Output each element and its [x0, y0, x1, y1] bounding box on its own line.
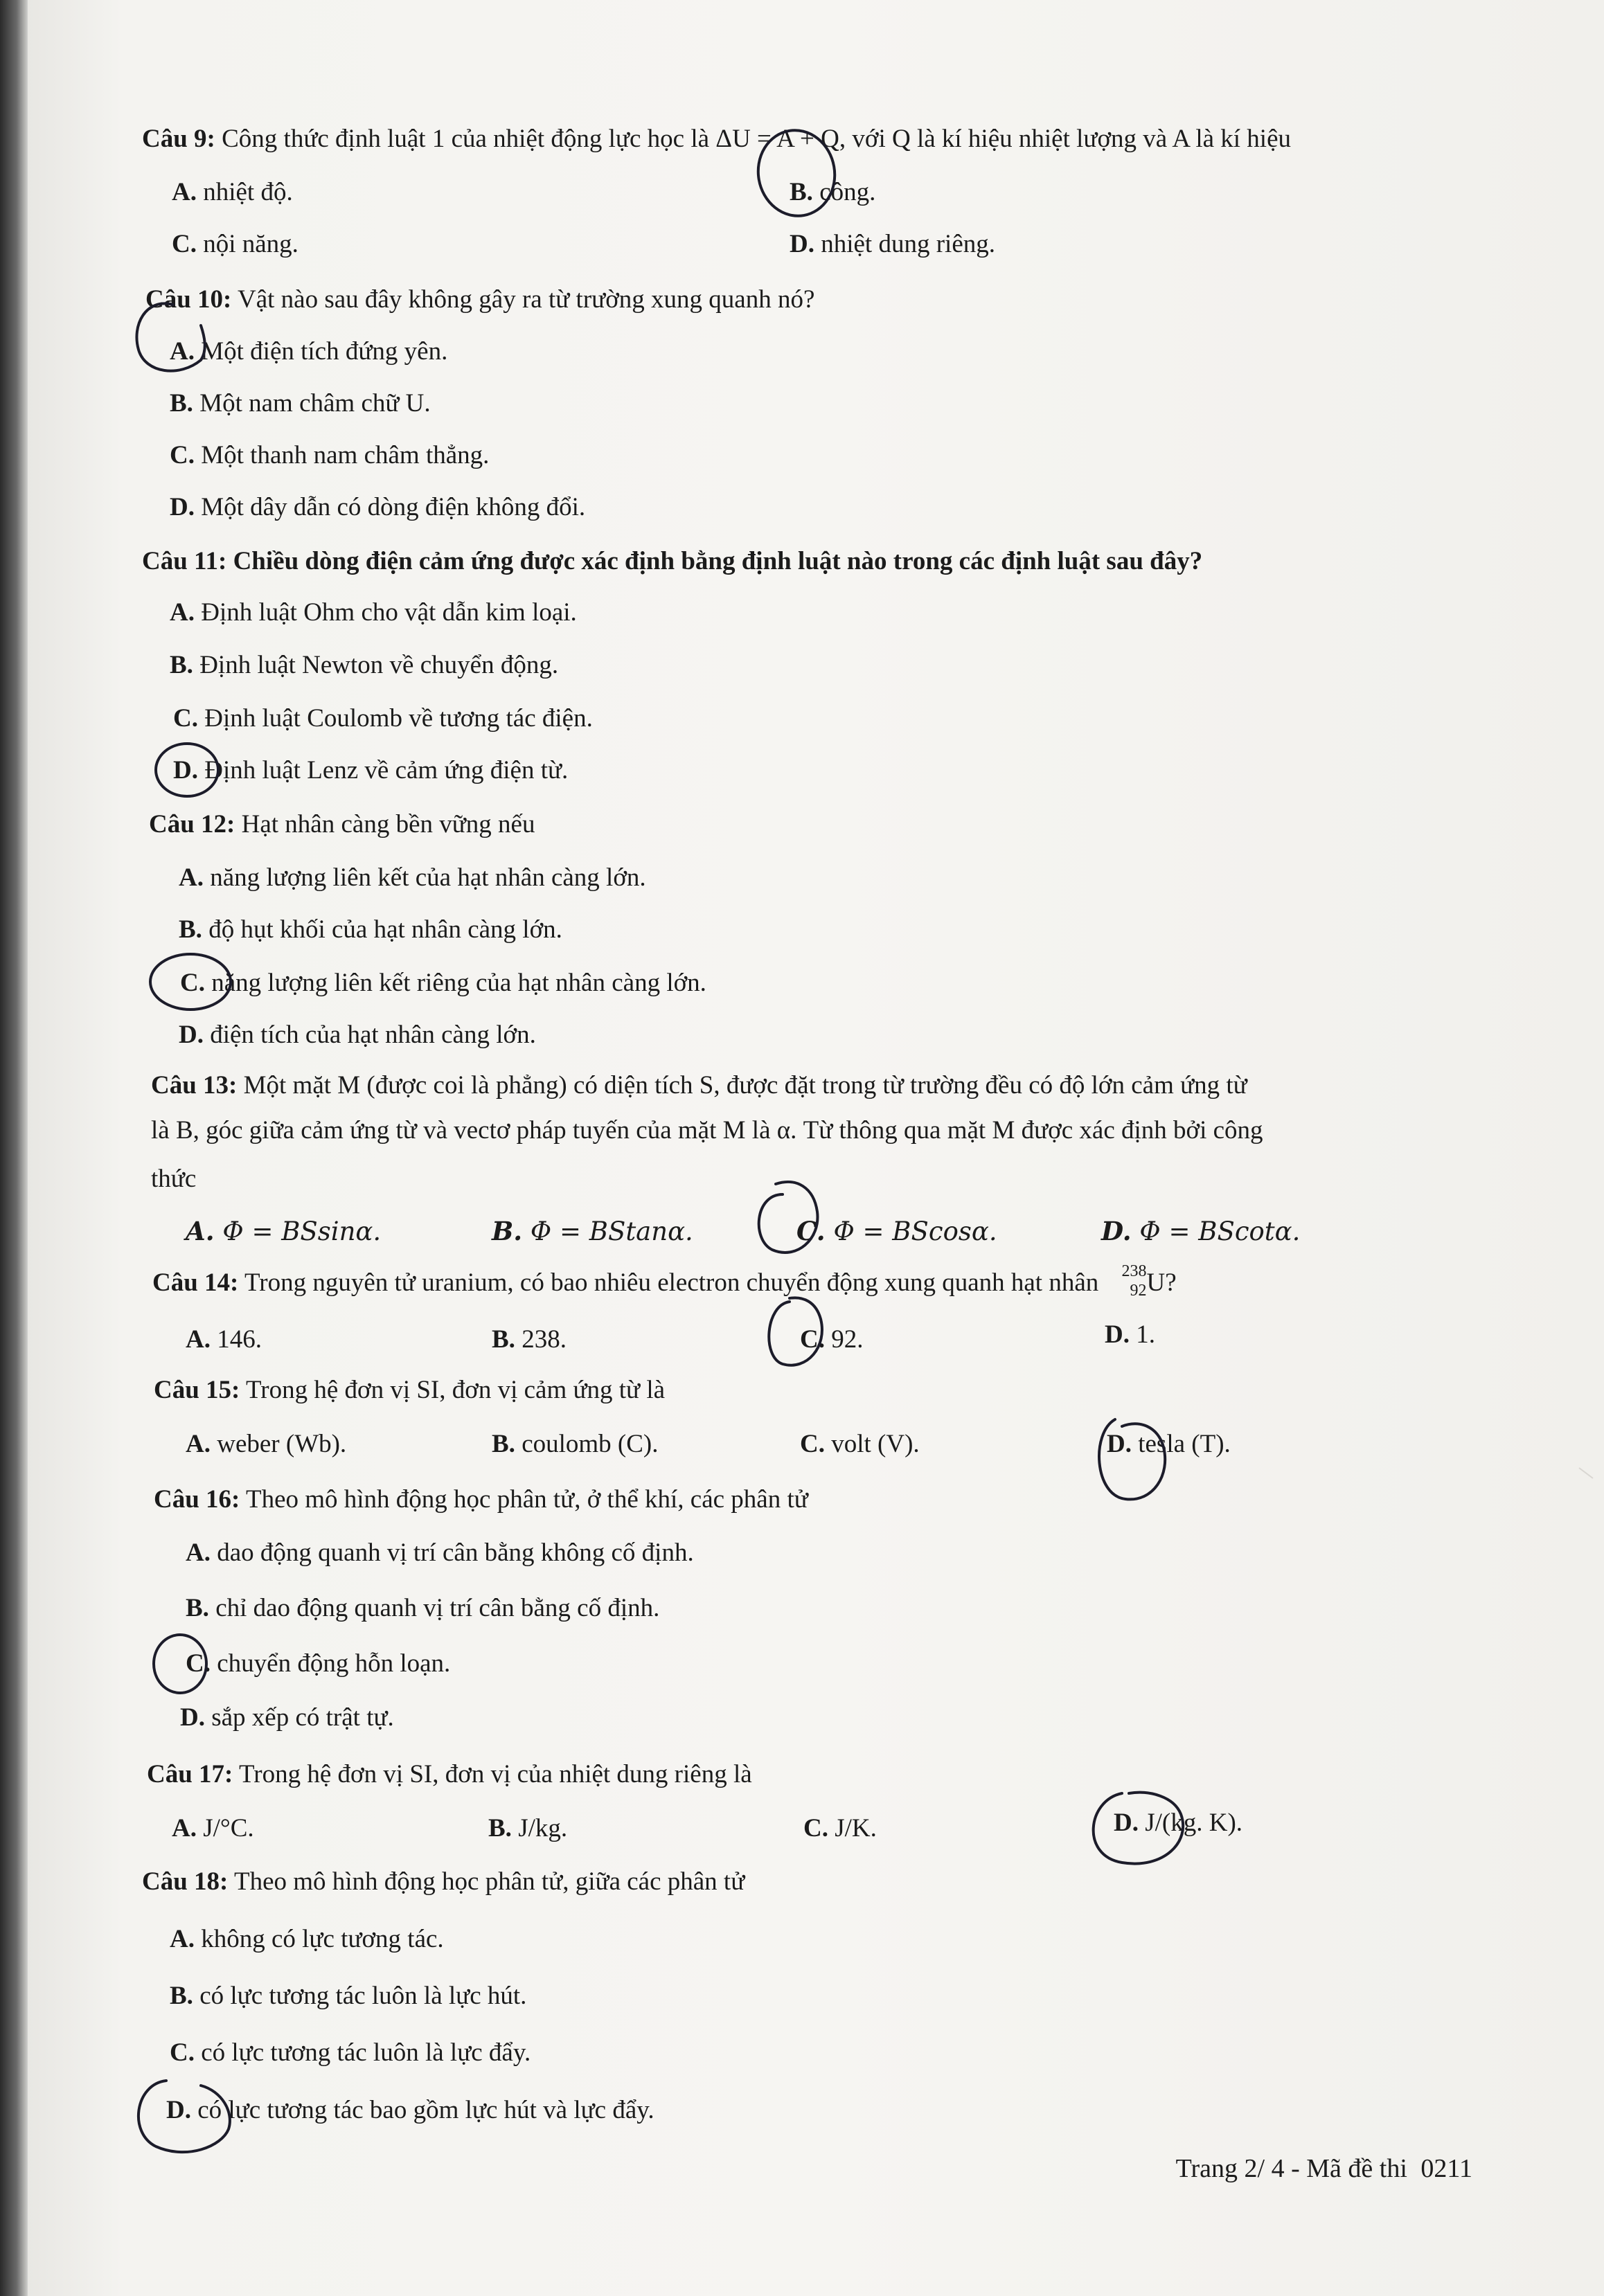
option-text: Định luật Newton về chuyển động.	[193, 651, 559, 679]
question-number: Câu 14:	[152, 1268, 239, 1297]
option-text: tesla (T).	[1131, 1430, 1231, 1458]
option-letter: D.	[790, 230, 814, 258]
page-footer	[1176, 2153, 1472, 2184]
question-14	[152, 1262, 1177, 1300]
question-12	[149, 809, 535, 841]
option-letter: A.	[186, 1430, 211, 1458]
option-text: không có lực tương tác.	[194, 1925, 444, 1953]
option-a[interactable]	[186, 1324, 262, 1356]
option-text: volt (V).	[824, 1430, 920, 1458]
option-a[interactable]	[172, 1813, 254, 1845]
option-c[interactable]	[796, 1215, 997, 1248]
question-15	[154, 1374, 665, 1406]
option-text: Một dây dẫn có dòng điện không đổi.	[194, 493, 586, 521]
question-number: Câu 17:	[147, 1760, 233, 1788]
option-letter: C.	[170, 2038, 195, 2067]
option-text: có lực tương tác luôn là lực hút.	[193, 1982, 527, 2010]
option-text: 1.	[1129, 1320, 1155, 1349]
option-b[interactable]	[170, 1980, 526, 2012]
option-text: nhiệt dung riêng.	[814, 230, 995, 258]
option-letter: C.	[803, 1814, 828, 1842]
option-letter: B.	[790, 178, 813, 206]
option-text: Định luật Ohm cho vật dẫn kim loại.	[194, 598, 577, 627]
option-letter: C.	[800, 1325, 825, 1354]
option-text: J/(kg. K).	[1138, 1809, 1243, 1837]
option-letter: D.	[1105, 1320, 1130, 1349]
option-text: nội năng.	[196, 230, 298, 258]
option-d[interactable]	[1105, 1319, 1155, 1351]
question-number: Câu 12:	[149, 810, 235, 838]
question-stem: Vật nào sau đây không gây ra từ trường xung quanh nó?	[237, 285, 815, 314]
question-stem: Hạt nhân càng bền vững nếu	[241, 810, 535, 838]
question-stem: Chiều dòng điện cảm ứng được xác định bằng định luật nào trong các định luật sau đây?	[233, 547, 1203, 575]
option-text: 238.	[515, 1325, 567, 1354]
option-a[interactable]	[179, 862, 646, 894]
option-text: 92.	[824, 1325, 864, 1354]
question-13-line2: là B, góc giữa cảm ứng từ và vectơ pháp tuyến của mặt M là α. Từ thông qua mặt M được xác định bởi công	[151, 1116, 1263, 1145]
option-text: J/kg.	[511, 1814, 568, 1842]
question-number: Câu 18:	[142, 1867, 229, 1896]
option-letter: D.	[180, 1703, 205, 1732]
option-letter: B.	[170, 1982, 193, 2010]
option-letter: A.	[172, 1814, 197, 1842]
question-stem-line1: Một mặt M (được coi là phẳng) có diện tích S, được đặt trong từ trường đều có độ lớn cảm ứng từ	[243, 1071, 1247, 1100]
option-c[interactable]	[186, 1648, 450, 1680]
option-letter: D.	[1101, 1216, 1132, 1246]
option-a[interactable]	[172, 177, 293, 208]
option-text: sắp xếp có trật tự.	[204, 1703, 394, 1732]
option-text: coulomb (C).	[515, 1430, 659, 1458]
option-text: Định luật Lenz về cảm ứng điện từ.	[197, 756, 569, 784]
option-b[interactable]	[492, 1324, 567, 1356]
question-number: Câu 10:	[145, 285, 232, 314]
option-d[interactable]	[790, 228, 995, 260]
option-text: chỉ dao động quanh vị trí cân bằng cố định.	[208, 1594, 660, 1622]
option-letter: B.	[488, 1814, 512, 1842]
option-text: J/K.	[828, 1814, 877, 1842]
question-stem: Trong hệ đơn vị SI, đơn vị cảm ứng từ là	[245, 1376, 666, 1404]
option-letter: C.	[172, 230, 197, 258]
option-letter: A.	[186, 1216, 215, 1246]
nuclide-symbol	[1105, 1262, 1147, 1300]
option-c[interactable]	[170, 2037, 531, 2069]
option-text: năng lượng liên kết riêng của hạt nhân càng lớn.	[204, 969, 706, 997]
option-text: công.	[812, 178, 876, 206]
nuclide-element: U?	[1146, 1268, 1177, 1297]
option-letter: A.	[179, 863, 204, 892]
nuclide-mass-number: 238	[1121, 1262, 1147, 1280]
option-d[interactable]	[170, 492, 585, 523]
option-letter: A.	[170, 1925, 195, 1953]
question-18	[142, 1866, 745, 1898]
question-9	[142, 123, 1291, 155]
option-letter: D.	[166, 2096, 191, 2124]
option-letter: A.	[170, 598, 195, 627]
option-text: Φ = BScosα.	[825, 1217, 997, 1246]
option-a[interactable]	[186, 1215, 381, 1248]
option-text: nhiệt độ.	[196, 178, 293, 206]
nuclide-atomic-number: 92	[1130, 1282, 1147, 1300]
option-text: Một nam châm chữ U.	[193, 389, 431, 418]
option-text: weber (Wb).	[210, 1430, 347, 1458]
question-11	[142, 546, 1202, 577]
option-text: có lực tương tác bao gồm lực hút và lực đẩy.	[190, 2096, 654, 2124]
option-text: chuyển động hỗn loạn.	[210, 1649, 451, 1678]
option-d[interactable]	[1107, 1428, 1231, 1460]
option-d[interactable]	[173, 755, 568, 787]
option-letter: C.	[170, 441, 195, 469]
option-letter: D.	[170, 493, 195, 521]
option-text: điện tích của hạt nhân càng lớn.	[203, 1021, 536, 1049]
option-b[interactable]	[170, 649, 558, 681]
question-13-line3: thức	[151, 1165, 197, 1193]
option-a[interactable]	[186, 1537, 694, 1569]
option-c[interactable]	[173, 703, 593, 735]
option-d[interactable]	[166, 2095, 654, 2126]
question-16	[154, 1484, 808, 1516]
option-c[interactable]	[800, 1428, 920, 1460]
option-text: Một thanh nam châm thẳng.	[194, 441, 490, 469]
page-info: Trang 2/ 4 - Mã đề thi	[1175, 2154, 1407, 2183]
option-letter: D.	[173, 756, 198, 784]
option-b[interactable]	[170, 388, 431, 420]
question-number: Câu 13:	[151, 1071, 238, 1100]
option-text: độ hụt khối của hạt nhân càng lớn.	[202, 915, 562, 944]
question-number: Câu 11:	[142, 547, 227, 575]
option-letter: C.	[186, 1649, 211, 1678]
option-b[interactable]	[488, 1813, 567, 1845]
option-letter: A.	[170, 337, 195, 366]
page-edge-shadow	[0, 0, 28, 2296]
exam-code: 0211	[1420, 2154, 1472, 2183]
option-c[interactable]	[172, 228, 298, 260]
question-10	[145, 284, 814, 316]
option-text: Φ = BScotα.	[1131, 1217, 1301, 1246]
option-d[interactable]	[1101, 1215, 1300, 1248]
option-a[interactable]	[170, 1923, 444, 1955]
option-b[interactable]	[492, 1428, 659, 1460]
option-letter: B.	[170, 389, 193, 418]
option-letter: D.	[1107, 1430, 1132, 1458]
option-letter: B.	[170, 651, 193, 679]
option-text: Định luật Coulomb về tương tác điện.	[197, 704, 593, 733]
option-d[interactable]	[1114, 1807, 1242, 1839]
option-letter: B.	[492, 1430, 515, 1458]
option-c[interactable]	[180, 967, 706, 999]
option-b[interactable]	[492, 1215, 693, 1248]
question-stem: Trong hệ đơn vị SI, đơn vị của nhiệt dung riêng là	[238, 1760, 752, 1788]
question-stem: Theo mô hình động học phân tử, ở thể khí, các phân tử	[245, 1485, 808, 1514]
option-text: có lực tương tác luôn là lực đẩy.	[194, 2038, 531, 2067]
option-text: 146.	[210, 1325, 262, 1354]
option-d[interactable]	[180, 1702, 394, 1734]
option-letter: A.	[186, 1325, 211, 1354]
option-letter: A.	[186, 1539, 211, 1567]
question-13	[151, 1070, 1247, 1102]
option-c[interactable]	[800, 1324, 863, 1356]
option-letter: A.	[172, 178, 197, 206]
option-text: Φ = BStanα.	[522, 1217, 693, 1246]
option-text: dao động quanh vị trí cân bằng không cố định.	[210, 1539, 694, 1567]
option-c[interactable]	[170, 440, 489, 472]
option-letter: D.	[1114, 1809, 1139, 1837]
question-number: Câu 15:	[154, 1376, 240, 1404]
option-d[interactable]	[179, 1019, 536, 1051]
question-17	[147, 1759, 752, 1791]
option-b[interactable]	[790, 177, 875, 208]
option-letter: C.	[800, 1430, 825, 1458]
question-number: Câu 16:	[154, 1485, 240, 1514]
option-text: Một điện tích đứng yên.	[194, 337, 448, 366]
option-letter: B.	[186, 1594, 209, 1622]
question-number: Câu 9:	[142, 125, 215, 153]
option-a[interactable]	[170, 336, 447, 368]
option-a[interactable]	[170, 597, 577, 629]
option-letter: D.	[179, 1021, 204, 1049]
option-letter: C.	[796, 1216, 826, 1246]
option-text: J/°C.	[196, 1814, 254, 1842]
option-letter: C.	[173, 704, 198, 733]
option-text: năng lượng liên kết của hạt nhân càng lớn.	[203, 863, 646, 892]
question-stem: Theo mô hình động học phân tử, giữa các phân tử	[233, 1867, 745, 1896]
option-c[interactable]	[803, 1813, 877, 1845]
question-stem: Công thức định luật 1 của nhiệt động lực học là ΔU = A + Q, với Q là kí hiệu nhiệt lượng và A là kí hiệu	[222, 125, 1292, 153]
option-b[interactable]	[186, 1593, 659, 1624]
option-b[interactable]	[179, 914, 562, 946]
option-a[interactable]	[186, 1428, 346, 1460]
question-stem: Trong nguyên tử uranium, có bao nhiêu electron chuyển động xung quanh hạt nhân	[244, 1268, 1099, 1297]
option-letter: B.	[179, 915, 202, 944]
option-letter: B.	[492, 1216, 523, 1246]
option-letter: B.	[492, 1325, 515, 1354]
option-letter: C.	[180, 969, 205, 997]
option-text: Φ = BSsinα.	[214, 1217, 382, 1246]
